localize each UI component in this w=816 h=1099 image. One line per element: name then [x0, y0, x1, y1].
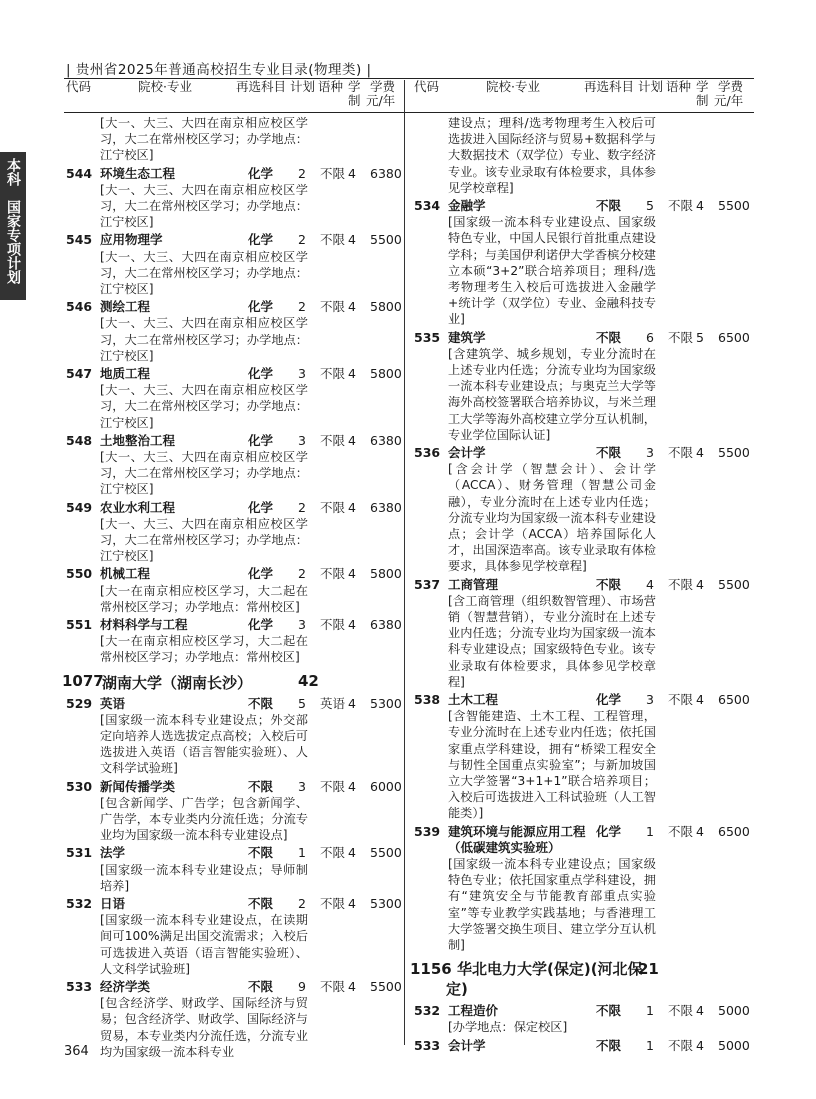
side-tab-national-plan — [0, 196, 26, 300]
major-name: 地质工程 — [100, 366, 151, 381]
major-years: 4 — [696, 823, 704, 839]
major-years: 4 — [348, 299, 356, 315]
major-entry — [66, 566, 406, 615]
major-name: 新闻传播学类 — [100, 778, 176, 794]
col-years-a: 学 — [348, 79, 361, 94]
major-code: 533 — [66, 978, 93, 994]
major-language: 不限 — [320, 499, 346, 515]
entry-desc: 建设点；理科/选考物理考生入校后可选拔进入国际经济与贸易+数据科学与大数据技术（双学位）专业、数字经济专业。该专业录取有体检要求，具体参见学校章程] — [448, 116, 656, 195]
university-heading — [62, 670, 406, 692]
entry-desc: [大一、大三、大四在南京相应校区学习，大二在常州校区学习；办学地点：江宁校区] — [100, 249, 308, 296]
major-code: 547 — [66, 366, 93, 381]
major-subjects: 不限 — [248, 978, 274, 994]
major-plan: 3 — [646, 692, 654, 708]
major-plan: 1 — [298, 845, 306, 861]
entry-desc: [含工商管理（组织数智管理）、市场营销（智慧营销），专业分流时在上述专业内任选；分流专业均为国家级一流本科专业建设点；国家级特色专业。该专业录取有体检要求，具体参见学校章程] — [448, 593, 656, 689]
entry-row — [66, 299, 406, 315]
entry-row — [66, 166, 406, 182]
entry-row — [66, 366, 406, 382]
right-column — [410, 115, 754, 1056]
major-name: 日语 — [100, 895, 126, 911]
entry-row — [414, 1038, 754, 1054]
entry-row — [66, 566, 406, 582]
entry-row — [66, 232, 406, 248]
major-subjects: 不限 — [248, 845, 274, 861]
entry-desc: [包含经济学、财政学、国际经济与贸易；包含经济学、财政学、国际经济与贸易，本专业类内分流任选，分流专业均为国家级一流本科专业 — [100, 996, 308, 1059]
major-name: 测绘工程 — [100, 299, 151, 315]
major-entry — [66, 979, 406, 1060]
major-code: 545 — [66, 232, 93, 248]
major-fee: 6380 — [370, 432, 402, 448]
side-tab-label: 国家专项计划 — [5, 200, 21, 284]
col-lang: 语种 — [666, 79, 692, 94]
entry-desc: [含会计学（智慧会计）、会计学（ACCA）、财务管理（智慧公司金融），专业分流时在上述专业内任选；分流专业均为国家级一流本科专业建设点；会计学（ACCA）培养国际化人才，出国深造率高。该专业录取有体检要求，具体参见学校章程] — [448, 462, 656, 574]
entry-desc: [国家级一流本科专业建设点；国家级特色专业；依托国家重点学科建设，拥有“建筑安全与节能教育部重点实验室”等专业教学实践基地；与香港理工大学签署交换生项目、建立学分互认机制] — [448, 857, 656, 953]
major-code: 532 — [414, 1003, 441, 1019]
major-plan: 2 — [298, 299, 306, 315]
major-entry — [66, 433, 406, 498]
major-subjects: 化学 — [248, 165, 274, 181]
major-code: 536 — [414, 445, 441, 461]
left-entries-a — [66, 166, 406, 666]
major-language: 不限 — [320, 432, 346, 448]
major-years: 4 — [696, 576, 704, 592]
major-language: 不限 — [320, 978, 346, 994]
major-entry — [414, 1038, 754, 1054]
major-language: 不限 — [320, 895, 346, 911]
major-plan: 6 — [646, 329, 654, 345]
major-name: 环境生态工程 — [100, 165, 176, 181]
major-language: 不限 — [320, 366, 346, 381]
major-years: 4 — [348, 499, 356, 515]
left-column — [62, 115, 406, 1062]
entry-row — [66, 433, 406, 449]
entry-row — [414, 824, 754, 840]
major-fee: 6500 — [718, 692, 750, 708]
entry-desc: [大一在南京相应校区学习，大二起在常州校区学习；办学地点：常州校区] — [100, 634, 308, 665]
col-code: 代码 — [66, 79, 92, 94]
column-header-rule — [64, 112, 754, 113]
entry-row — [66, 979, 406, 995]
major-name: 应用物理学 — [100, 232, 163, 248]
col-years-b: 制 — [696, 93, 709, 108]
major-code: 531 — [66, 845, 93, 861]
major-language: 不限 — [320, 299, 346, 315]
major-years: 4 — [348, 616, 356, 632]
major-name: 建筑学 — [448, 329, 486, 345]
major-plan: 5 — [298, 695, 306, 711]
major-years: 4 — [696, 692, 704, 708]
entry-desc: [国家级一流本科专业建设点、国家级特色专业，中国人民银行首批重点建设学科；与美国伊利诺伊大学香槟分校建立本硕“3+2”联合培养项目；理科/选考物理考生入校后可选拔进入金融学+统计学（双学位）专业、金融科技专业] — [448, 215, 656, 327]
major-fee: 5300 — [370, 695, 402, 711]
major-years: 4 — [696, 445, 704, 461]
right-column-headers — [414, 80, 754, 110]
major-language: 不限 — [320, 232, 346, 248]
major-fee: 6380 — [370, 499, 402, 515]
major-name: 工商管理 — [448, 576, 499, 592]
major-years: 4 — [348, 232, 356, 248]
major-plan: 3 — [298, 366, 306, 381]
major-fee: 5500 — [370, 978, 402, 994]
major-years: 4 — [348, 845, 356, 861]
major-code: 530 — [66, 778, 93, 794]
major-name: 工程造价 — [448, 1003, 499, 1019]
major-plan: 3 — [298, 432, 306, 448]
major-fee: 5000 — [718, 1003, 750, 1019]
col-lang: 语种 — [318, 79, 344, 94]
major-language: 不限 — [668, 1003, 694, 1019]
major-name-cont: （低碳建筑实验班） — [448, 839, 561, 855]
entry-row — [66, 845, 406, 861]
major-years: 4 — [348, 978, 356, 994]
col-plan: 计划 — [290, 79, 316, 94]
major-language: 不限 — [668, 692, 694, 708]
major-subjects: 化学 — [596, 823, 622, 839]
major-fee: 5000 — [718, 1037, 750, 1053]
major-plan: 9 — [298, 978, 306, 994]
entry-row — [66, 617, 406, 633]
major-subjects: 化学 — [248, 566, 274, 582]
entry-desc: [大一、大三、大四在南京相应校区学习，大二在常州校区学习；办学地点：江宁校区] — [100, 449, 308, 497]
entry-row — [414, 445, 754, 461]
major-plan: 2 — [298, 499, 306, 515]
major-fee: 6500 — [718, 329, 750, 345]
major-name: 材料科学与工程 — [100, 616, 188, 632]
major-years: 4 — [348, 165, 356, 181]
major-code: 551 — [66, 616, 93, 632]
major-plan: 2 — [298, 566, 306, 582]
major-code: 548 — [66, 432, 93, 448]
uni-plan: 42 — [298, 671, 319, 690]
major-subjects: 不限 — [596, 1037, 622, 1053]
major-subjects: 不限 — [596, 445, 622, 461]
major-entry — [414, 198, 754, 328]
uni-name-cont: 定) — [446, 980, 468, 999]
major-language: 不限 — [320, 616, 346, 632]
major-fee: 6000 — [370, 778, 402, 794]
major-fee: 5500 — [370, 232, 402, 248]
major-years: 4 — [696, 198, 704, 214]
major-language: 不限 — [668, 445, 694, 461]
right-entries-a — [414, 198, 754, 953]
entry-row — [414, 198, 754, 214]
entry-desc: [办学地点：保定校区] — [448, 1020, 568, 1035]
major-subjects: 化学 — [248, 366, 274, 381]
major-plan: 5 — [646, 198, 654, 214]
major-entry — [66, 779, 406, 844]
major-code: 538 — [414, 692, 441, 708]
major-years: 4 — [348, 566, 356, 582]
major-subjects: 不限 — [596, 1003, 622, 1019]
major-code: 534 — [414, 198, 441, 214]
major-entry — [414, 330, 754, 443]
major-language: 不限 — [320, 165, 346, 181]
entry-desc: [含智能建造、土木工程、工程管理，专业分流时在上述专业内任选；依托国家重点学科建设，拥有“桥梁工程安全与韧性全国重点实验室”；与新加坡国立大学签署“3+1+1”联合培养项目；入校后可选拔进入工科试验班（人工智能类）] — [448, 709, 656, 821]
entry-row — [414, 330, 754, 346]
major-years: 4 — [348, 695, 356, 711]
col-fee-b: 元/年 — [366, 93, 396, 108]
major-subjects: 不限 — [248, 778, 274, 794]
major-entry — [66, 166, 406, 231]
major-years: 4 — [348, 778, 356, 794]
major-code: 533 — [414, 1037, 441, 1053]
major-name: 农业水利工程 — [100, 499, 176, 515]
major-fee: 5800 — [370, 366, 402, 381]
continued-entry — [66, 115, 406, 164]
entry-desc: [大一、大三、大四在南京相应校区学习，大二在常州校区学习；办学地点：江宁校区] — [100, 316, 308, 363]
major-plan: 2 — [298, 895, 306, 911]
major-fee: 5500 — [718, 198, 750, 214]
col-years-a: 学 — [696, 79, 709, 94]
entry-desc: [大一、大三、大四在南京相应校区学习，大二在常州校区学习；办学地点：江宁校区] — [100, 383, 308, 430]
major-fee: 6380 — [370, 165, 402, 181]
major-subjects: 不限 — [596, 198, 622, 214]
col-fee-b: 元/年 — [714, 93, 744, 108]
major-plan: 2 — [298, 165, 306, 181]
major-plan: 1 — [646, 823, 654, 839]
major-code: 550 — [66, 566, 93, 582]
major-entry — [66, 366, 406, 431]
major-years: 5 — [696, 329, 704, 345]
major-plan: 2 — [298, 232, 306, 248]
major-subjects: 化学 — [596, 692, 622, 708]
entry-row — [66, 896, 406, 912]
major-code: 544 — [66, 165, 93, 181]
major-entry — [66, 617, 406, 666]
major-plan: 4 — [646, 576, 654, 592]
col-fee-a: 学费 — [718, 79, 744, 94]
major-name: 建筑环境与能源应用工程 — [448, 823, 586, 839]
major-code: 539 — [414, 823, 441, 839]
major-language: 不限 — [320, 845, 346, 861]
major-subjects: 不限 — [248, 695, 274, 711]
major-name: 会计学 — [448, 445, 486, 461]
entry-row — [66, 779, 406, 795]
major-fee: 5500 — [718, 576, 750, 592]
major-fee: 5800 — [370, 299, 402, 315]
major-years: 4 — [696, 1037, 704, 1053]
major-plan: 1 — [646, 1003, 654, 1019]
entry-desc: [国家级一流本科专业建设点；导师制培养] — [100, 862, 308, 893]
major-language: 不限 — [668, 198, 694, 214]
major-language: 不限 — [320, 566, 346, 582]
major-subjects: 不限 — [596, 329, 622, 345]
left-entries-b — [66, 696, 406, 1060]
major-code: 535 — [414, 329, 441, 345]
major-language: 英语 — [320, 695, 346, 711]
col-subjects: 再选科目 — [584, 79, 635, 94]
major-name: 英语 — [100, 695, 126, 711]
major-entry — [66, 299, 406, 364]
major-subjects: 化学 — [248, 616, 274, 632]
entry-desc: [大一、大三、大四在南京相应校区学习，大二在常州校区学习；办学地点：江宁校区] — [100, 516, 308, 564]
major-entry — [66, 845, 406, 894]
major-name: 会计学 — [448, 1037, 486, 1053]
major-fee: 5500 — [718, 445, 750, 461]
entry-desc: [大一在南京相应校区学习，大二起在常州校区学习；办学地点：常州校区] — [100, 583, 308, 614]
col-subjects: 再选科目 — [236, 79, 287, 94]
uni-code: 1077 — [62, 671, 104, 690]
major-years: 4 — [348, 366, 356, 381]
entry-row — [66, 500, 406, 516]
entry-desc: [国家级一流本科专业建设点，在读期间可100%满足出国交流需求；入校后可选拔进入英语（语言智能实验班）、人文科学试验班] — [100, 913, 308, 976]
major-fee: 6500 — [718, 823, 750, 839]
entry-desc: [包含新闻学、广告学；包含新闻学、广告学，本专业类内分流任选；分流专业均为国家级一流本科专业建设点] — [100, 795, 308, 843]
major-plan: 1 — [646, 1037, 654, 1053]
major-entry — [414, 692, 754, 822]
col-school-major: 院校·专业 — [486, 79, 540, 94]
major-entry — [66, 500, 406, 565]
major-name: 金融学 — [448, 198, 486, 214]
entry-row — [414, 692, 754, 708]
entry-desc: [大一、大三、大四在南京相应校区学习，大二在常州校区学习；办学地点：江宁校区] — [100, 116, 308, 163]
major-subjects: 不限 — [596, 576, 622, 592]
major-plan: 3 — [298, 778, 306, 794]
uni-name: 湖南大学（湖南长沙） — [102, 673, 253, 692]
page-number: 364 — [64, 1044, 89, 1059]
major-code: 549 — [66, 499, 93, 515]
major-entry — [414, 824, 754, 954]
uni-plan: 21 — [638, 960, 659, 979]
major-entry — [66, 232, 406, 297]
major-years: 4 — [348, 432, 356, 448]
major-years: 4 — [696, 1003, 704, 1019]
major-code: 537 — [414, 576, 441, 592]
major-entry — [414, 1003, 754, 1035]
major-code: 529 — [66, 695, 93, 711]
major-code: 532 — [66, 895, 93, 911]
entry-row — [414, 577, 754, 593]
major-language: 不限 — [668, 823, 694, 839]
major-name: 法学 — [100, 845, 126, 861]
entry-desc: [国家级一流本科专业建设点；外交部定向培养人选选拔定点高校；入校后可选拔进入英语（语言智能实验班）、人文科学试验班] — [100, 712, 308, 776]
major-plan: 3 — [646, 445, 654, 461]
col-code: 代码 — [414, 79, 440, 94]
major-fee: 5300 — [370, 895, 402, 911]
entry-row — [66, 696, 406, 712]
major-language: 不限 — [668, 1037, 694, 1053]
entry-desc: [含建筑学、城乡规划，专业分流时在上述专业内任选；分流专业均为国家级一流本科专业建设点；与奥克兰大学等海外高校签署联合培养协议，与米兰理工大学等海外高校建立学分互认机制，专业学位国际认证] — [448, 346, 656, 442]
university-heading — [410, 959, 754, 999]
col-plan: 计划 — [638, 79, 664, 94]
major-fee: 5800 — [370, 566, 402, 582]
col-years-b: 制 — [348, 93, 361, 108]
major-subjects: 化学 — [248, 432, 274, 448]
side-tab-undergrad — [0, 152, 26, 196]
left-column-headers — [66, 80, 406, 110]
major-name: 经济学类 — [100, 978, 151, 994]
col-fee-a: 学费 — [370, 79, 396, 94]
entry-row — [414, 1003, 754, 1019]
entry-desc: [大一、大三、大四在南京相应校区学习，大二在常州校区学习；办学地点：江宁校区] — [100, 182, 308, 230]
major-language: 不限 — [668, 576, 694, 592]
major-subjects: 化学 — [248, 499, 274, 515]
major-entry — [414, 577, 754, 690]
major-fee: 6380 — [370, 616, 402, 632]
major-entry — [66, 896, 406, 977]
right-entries-b — [414, 1003, 754, 1054]
major-name: 土木工程 — [448, 692, 499, 708]
major-name: 土地整治工程 — [100, 432, 176, 448]
continued-entry — [414, 115, 754, 196]
side-tab-label: 本科 — [5, 158, 21, 186]
major-fee: 5500 — [370, 845, 402, 861]
major-entry — [414, 445, 754, 575]
major-language: 不限 — [320, 778, 346, 794]
uni-code: 1156 — [410, 960, 452, 979]
major-plan: 3 — [298, 616, 306, 632]
major-subjects: 化学 — [248, 299, 274, 315]
major-entry — [66, 696, 406, 777]
major-code: 546 — [66, 299, 93, 315]
col-school-major: 院校·专业 — [138, 79, 192, 94]
major-name: 机械工程 — [100, 566, 151, 582]
uni-name: 华北电力大学(保定)(河北保 — [456, 960, 643, 979]
major-years: 4 — [348, 895, 356, 911]
major-language: 不限 — [668, 329, 694, 345]
major-subjects: 不限 — [248, 895, 274, 911]
major-subjects: 化学 — [248, 232, 274, 248]
page-header: | 贵州省2025年普通高校招生专业目录(物理类) | — [66, 62, 372, 78]
